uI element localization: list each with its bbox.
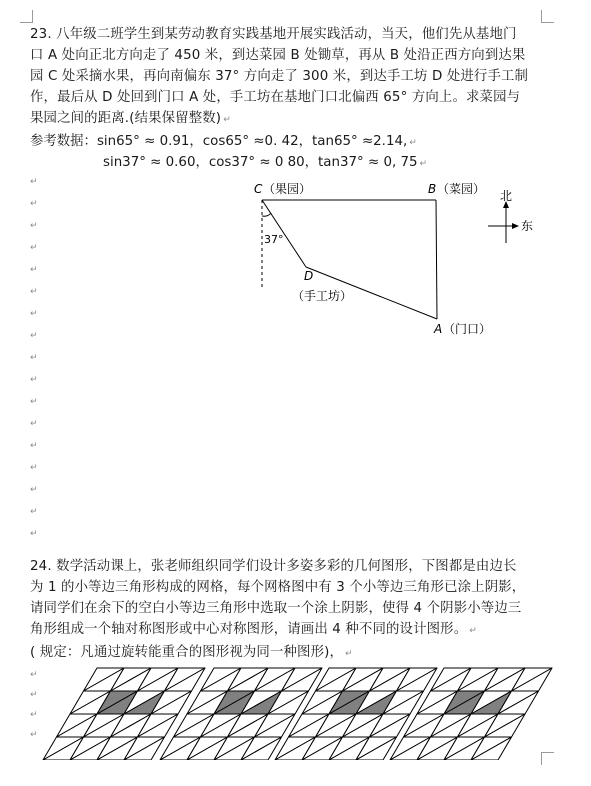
triangle-grids bbox=[0, 660, 591, 760]
q24-line-4: 角形组成一个轴对称图形或中心对称图形，请画出 4 种不同的设计图形。 ↵ bbox=[30, 622, 477, 637]
return-mark: ↵ bbox=[30, 287, 38, 297]
q23-line-2: 口 A 处向正北方向走了 450 米，到达菜园 B 处锄草，再从 B 处沿正西方向到达果 bbox=[30, 48, 526, 63]
east-arrow-icon bbox=[512, 223, 519, 229]
edit-mark: ↵ bbox=[345, 649, 353, 659]
return-mark: ↵ bbox=[30, 463, 38, 473]
point-c-note: （果园） bbox=[263, 182, 312, 196]
q23-line-3: 园 C 处采摘水果，再向南偏东 37° 方向走了 300 米，到达手工坊 D 处进行手工制 bbox=[30, 69, 529, 84]
return-mark: ↵ bbox=[30, 353, 38, 363]
angle-label: 37° bbox=[264, 233, 284, 246]
q23-line-4: 作，最后从 D 处回到门口 A 处，手工坊在基地门口北偏西 65° 方向上。求菜园与 bbox=[30, 90, 521, 105]
edit-mark: ↵ bbox=[409, 138, 417, 148]
compass-east-label: 东 bbox=[521, 219, 534, 233]
q23-line-1: 23. 八年级二班学生到某劳动教育实践基地开展实践活动，当天，他们先从基地门 bbox=[30, 27, 517, 42]
point-b-label: B bbox=[428, 182, 437, 196]
point-b-note: （菜园） bbox=[437, 182, 486, 196]
return-mark: ↵ bbox=[30, 507, 38, 517]
q24-line-5: ( 规定：凡通过旋转能重合的图形视为同一种图形)， ↵ bbox=[30, 645, 353, 660]
return-mark: ↵ bbox=[30, 441, 38, 451]
q23-line-5: 果园之间的距离.(结果保留整数) ↵ bbox=[30, 111, 231, 126]
angle-arc bbox=[262, 213, 271, 216]
edit-mark: ↵ bbox=[223, 115, 231, 125]
segment-ba bbox=[436, 200, 437, 319]
return-mark: ↵ bbox=[30, 485, 38, 495]
return-mark: ↵ bbox=[30, 397, 38, 407]
edit-mark: ↵ bbox=[469, 626, 477, 636]
return-mark: ↵ bbox=[30, 243, 38, 253]
reference-data-line-2: sin37° ≈ 0.60，cos37° ≈ 0 80，tan37° ≈ 0, 75 ↵ bbox=[103, 155, 428, 170]
return-mark: ↵ bbox=[30, 309, 38, 319]
return-mark: ↵ bbox=[30, 670, 38, 680]
q24-line-1: 24. 数学活动课上，张老师组织同学们设计多姿多彩的几何图形，下图都是由边长 bbox=[30, 559, 517, 574]
return-mark: ↵ bbox=[30, 710, 38, 720]
return-mark: ↵ bbox=[30, 690, 38, 700]
return-mark: ↵ bbox=[30, 529, 38, 539]
edit-mark: ↵ bbox=[419, 159, 428, 169]
question-24-text bbox=[30, 556, 560, 665]
return-mark: ↵ bbox=[30, 419, 38, 429]
return-mark: ↵ bbox=[30, 199, 38, 209]
point-a-label: A bbox=[434, 322, 443, 336]
return-mark: ↵ bbox=[30, 265, 38, 275]
return-mark: ↵ bbox=[30, 221, 38, 231]
q24-line-2: 为 1 的小等边三角形构成的网格，每个网格图中有 3 个小等边三角形已涂上阴影， bbox=[30, 580, 526, 595]
return-mark: ↵ bbox=[30, 375, 38, 385]
point-a-note: （门口） bbox=[443, 322, 492, 336]
return-mark: ↵ bbox=[30, 331, 38, 341]
compass-north-label: 北 bbox=[500, 189, 513, 203]
q24-line-3: 请同学们在余下的空白小等边三角形中选取一个涂上阴影，使得 4 个阴影小等边三 bbox=[30, 601, 522, 616]
route-diagram bbox=[0, 0, 591, 360]
point-d-note: （手工坊） bbox=[292, 289, 353, 303]
point-c-label: C bbox=[254, 182, 263, 196]
reference-data-line-1: 参考数据：sin65° ≈ 0.91，cos65° ≈0. 42，tan65° ≈2.14, ↵ bbox=[30, 134, 417, 149]
return-mark: ↵ bbox=[30, 177, 38, 187]
return-mark: ↵ bbox=[30, 730, 38, 740]
point-d-label: D bbox=[304, 269, 314, 283]
